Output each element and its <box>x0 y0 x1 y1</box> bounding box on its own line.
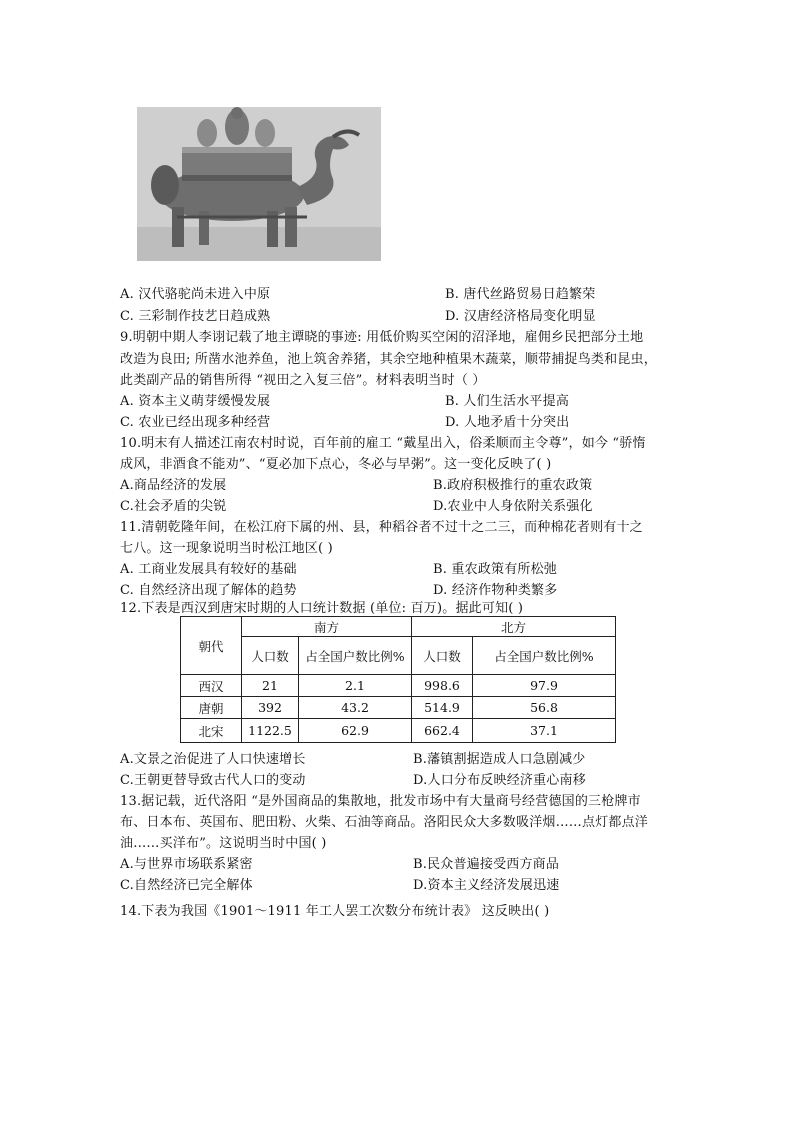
q12-option-a: A.文景之治促进了人口快速增长 <box>120 752 306 767</box>
q11-option-a: A. 工商业发展具有较好的基础 <box>120 562 297 577</box>
table-cell: 97.9 <box>473 675 616 697</box>
q10-option-a: A.商品经济的发展 <box>120 478 227 493</box>
q9-option-c: C. 农业已经出现多种经营 <box>120 415 271 430</box>
q13-stem-line: 13.据记载，近代洛阳 “是外国商品的集散地，批发市场中有大量商号经营德国的三枪牌市 <box>120 794 641 809</box>
q12-option-d: D.人口分布反映经济重心南移 <box>413 773 586 788</box>
q8-option-c: C. 三彩制作技艺日趋成熟 <box>120 309 271 324</box>
table-cell: 392 <box>242 697 299 719</box>
q8-option-a: A. 汉代骆驼尚未进入中原 <box>120 287 271 302</box>
table-cell: 唐朝 <box>181 697 242 719</box>
table-subheader: 人口数 <box>242 637 299 675</box>
q9-stem-line: 改造为良田; 所凿水池养鱼，池上筑舍养猪，其余空地种植果木蔬菜，顺带捕捉鸟类和昆虫， <box>120 352 657 367</box>
table-subheader: 占全国户数比例% <box>299 637 412 675</box>
q14-stem: 14.下表为我国《1901～1911 年工人罢工次数分布统计表》 这反映出( ) <box>120 904 550 919</box>
q9-stem-line: 9.明朝中期人李诩记载了地主谭晓的事迹: 用低价购买空闲的沼泽地，雇佣乡民把部分土地 <box>120 330 644 345</box>
q12-stem: 12.下表是西汉到唐宋时期的人口统计数据 (单位: 百万)。据此可知( ) <box>120 601 524 616</box>
q13-stem-line: 油……买洋布”。这说明当时中国( ) <box>120 836 327 851</box>
table-corner-header: 朝代 <box>181 617 242 675</box>
q9-option-d: D. 人地矛盾十分突出 <box>445 415 570 430</box>
q9-option-a: A. 资本主义萌芽缓慢发展 <box>120 394 271 409</box>
q11-stem-line: 七八。这一现象说明当时松江地区( ) <box>120 541 333 556</box>
q11-option-b: B. 重农政策有所松弛 <box>433 562 558 577</box>
table-row <box>181 697 616 719</box>
table-row <box>181 675 616 697</box>
table-cell: 37.1 <box>473 719 616 743</box>
q8-option-d: D. 汉唐经济格局变化明显 <box>445 309 596 324</box>
q11-option-d: D. 经济作物种类繁多 <box>433 583 558 598</box>
table-cell: 62.9 <box>299 719 412 743</box>
q10-stem-line: 10.明末有人描述江南农村时说，百年前的雇工 “戴星出入，俗柔顺而主令尊”，如今 “骄惰 <box>120 436 646 451</box>
table-cell: 2.1 <box>299 675 412 697</box>
q12-option-b: B.藩镇割据造成人口急剧减少 <box>413 752 586 767</box>
camel-figurine-photo <box>137 107 381 261</box>
table-cell: 西汉 <box>181 675 242 697</box>
camel-figurine-image <box>137 107 381 261</box>
q10-stem-line: 成风，非酒食不能劝”、“夏必加下点心，冬必与早粥”。这一变化反映了( ) <box>120 457 552 472</box>
q10-option-b: B.政府积极推行的重农政策 <box>433 478 593 493</box>
table-cell: 21 <box>242 675 299 697</box>
population-table <box>180 616 616 743</box>
q13-option-b: B.民众普遍接受西方商品 <box>413 857 560 872</box>
q11-stem-line: 11.清朝乾隆年间，在松江府下属的州、县，种稻谷者不过十之二三，而种棉花者则有十之 <box>120 520 643 535</box>
table-cell: 北宋 <box>181 719 242 743</box>
q10-option-d: D.农业中人身依附关系强化 <box>433 499 593 514</box>
table-subheader: 占全国户数比例% <box>473 637 616 675</box>
q8-option-b: B. 唐代丝路贸易日趋繁荣 <box>445 287 596 302</box>
table-group-south: 南方 <box>242 617 412 637</box>
table-cell: 43.2 <box>299 697 412 719</box>
q13-option-c: C.自然经济已完全解体 <box>120 878 253 893</box>
table-row <box>181 719 616 743</box>
table-cell: 998.6 <box>412 675 473 697</box>
q13-stem-line: 布、日本布、英国布、肥田粉、火柴、石油等商品。洛阳民众大多数吸洋烟……点灯都点洋 <box>120 815 649 830</box>
q10-option-c: C.社会矛盾的尖锐 <box>120 499 227 514</box>
table-group-north: 北方 <box>412 617 616 637</box>
q9-stem-line: 此类副产品的销售所得 “视田之入复三倍”。材料表明当时（ ） <box>120 373 486 388</box>
q13-option-a: A.与世界市场联系紧密 <box>120 857 253 872</box>
q9-option-b: B. 人们生活水平提高 <box>445 394 570 409</box>
table-cell: 514.9 <box>412 697 473 719</box>
q13-option-d: D.资本主义经济发展迅速 <box>413 878 560 893</box>
table-cell: 56.8 <box>473 697 616 719</box>
table-subheader: 人口数 <box>412 637 473 675</box>
q12-option-c: C.王朝更替导致古代人口的变动 <box>120 773 306 788</box>
table-cell: 1122.5 <box>242 719 299 743</box>
table-cell: 662.4 <box>412 719 473 743</box>
q11-option-c: C. 自然经济出现了解体的趋势 <box>120 583 297 598</box>
